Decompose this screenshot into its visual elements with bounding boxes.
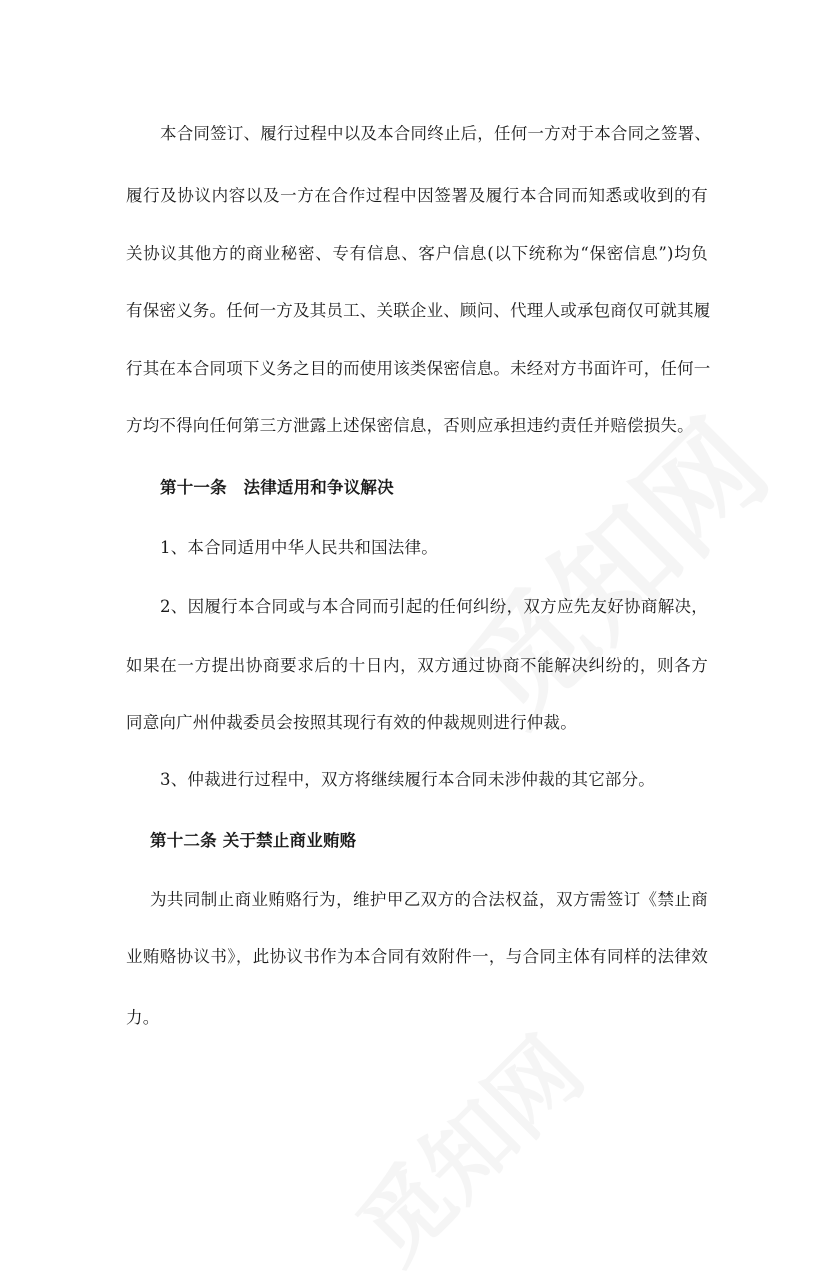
paragraph-line: 本合同签订、履行过程中以及本合同终止后，任何一方对于本合同之签署、 [160,124,712,143]
paragraph-line: 方均不得向任何第三方泄露上述保密信息，否则应承担违约责任并赔偿损失。 [126,416,694,435]
article-11-title: 第十一条 法律适用和争议解决 [160,478,394,497]
watermark [324,1004,607,1286]
paragraph-line: 有保密义务。任何一方及其员工、关联企业、顾问、代理人或承包商仅可就其履 [126,301,711,320]
article-12-body-line: 力。 [126,1008,160,1027]
article-12-body-line: 业贿赂协议书》，此协议书作为本合同有效附件一，与合同主体有同样的法律效 [126,947,708,966]
article-11-item-3: 3、仲裁进行过程中，双方将继续履行本合同未涉仲裁的其它部分。 [160,770,655,789]
paragraph-line: 履行及协议内容以及一方在合作过程中因签署及履行本合同而知悉或收到的有 [126,186,708,205]
paragraph-line: 行其在本合同项下义务之目的而使用该类保密信息。未经对方书面许可，任何一 [126,359,711,378]
article-11-item-1: 1、本合同适用中华人民共和国法律。 [160,538,438,557]
article-12-title: 第十二条 关于禁止商业贿赂 [150,831,357,850]
paragraph-line: 关协议其他方的商业秘密、专有信息、客户信息(以下统称为“保密信息”)均负 [126,244,708,263]
article-11-item-2-line: 同意向广州仲裁委员会按照其现行有效的仲裁规则进行仲裁。 [126,713,577,732]
article-12-body-line: 为共同制止商业贿赂行为，维护甲乙双方的合法权益，双方需签订《禁止商 [150,890,708,909]
article-11-item-2-line: 2、因履行本合同或与本合同而引起的任何纠纷，双方应先友好协商解决， [160,597,708,616]
article-11-item-2-line: 如果在一方提出协商要求后的十日内，双方通过协商不能解决纠纷的，则各方 [126,656,708,675]
